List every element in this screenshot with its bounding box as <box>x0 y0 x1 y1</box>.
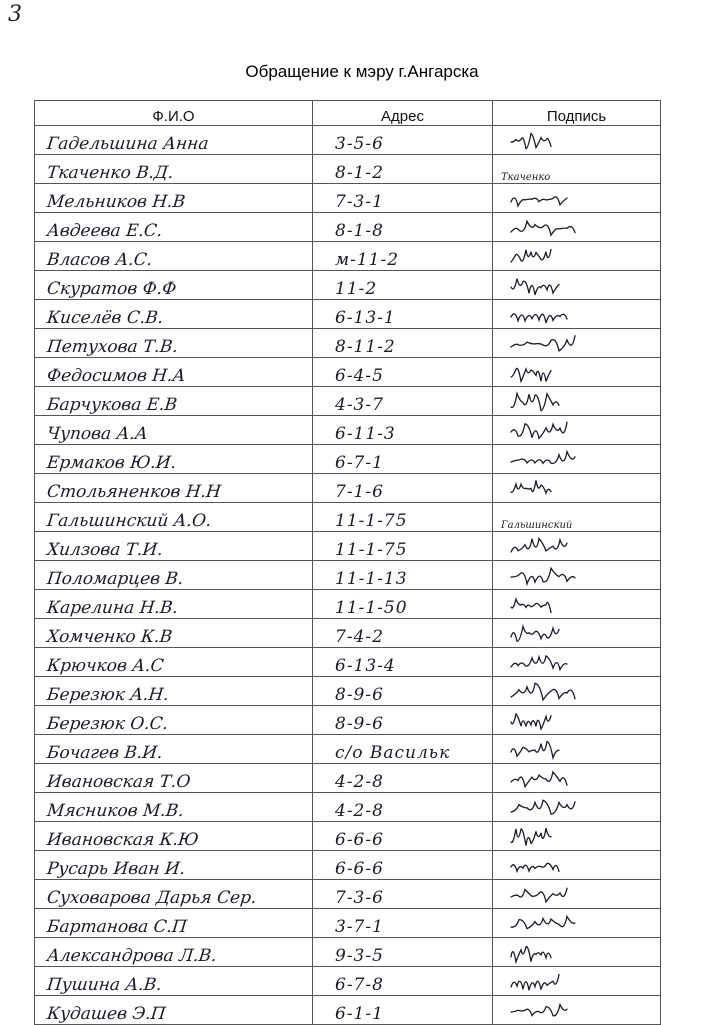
handwritten-address: 8-9-6 <box>335 714 384 734</box>
handwritten-address: 9-3-5 <box>335 946 384 966</box>
handwritten-name: Гальшинский А.О. <box>45 511 213 531</box>
handwritten-address: 6-13-1 <box>335 308 396 328</box>
signature-cell <box>493 445 661 474</box>
table-row <box>35 822 661 851</box>
table-row <box>35 909 661 938</box>
handwritten-name: Березюк А.Н. <box>45 685 170 705</box>
signature-scribble <box>507 186 627 212</box>
signature-scribble <box>507 940 627 966</box>
handwritten-name: Ткаченко В.Д. <box>45 163 175 183</box>
signature-cell <box>493 590 661 619</box>
name-cell <box>35 822 313 851</box>
handwritten-name: Ивановская Т.О <box>45 772 192 792</box>
signature-scribble <box>507 215 627 241</box>
handwritten-address: 6-7-1 <box>335 453 384 473</box>
signature-scribble <box>507 360 627 386</box>
table-row <box>35 416 661 445</box>
name-cell <box>35 735 313 764</box>
address-cell <box>313 184 493 213</box>
address-cell <box>313 648 493 677</box>
signature-cell <box>493 416 661 445</box>
address-cell <box>313 706 493 735</box>
handwritten-address: 8-9-6 <box>335 685 384 705</box>
address-cell <box>313 126 493 155</box>
signature-cell <box>493 387 661 416</box>
table-row <box>35 445 661 474</box>
name-cell <box>35 155 313 184</box>
signature-cell <box>493 155 661 184</box>
signature-scribble <box>507 795 627 821</box>
signature-text: Ткаченко <box>501 172 551 183</box>
handwritten-address: 7-4-2 <box>335 627 384 647</box>
table-row <box>35 213 661 242</box>
handwritten-name: Александрова Л.В. <box>45 946 218 966</box>
document-title: Обращение к мэру г.Ангарска <box>245 62 479 81</box>
handwritten-name: Федосимов Н.А <box>45 366 187 386</box>
address-cell <box>313 445 493 474</box>
address-cell <box>313 387 493 416</box>
signature-scribble <box>507 128 627 154</box>
handwritten-name: Мельников Н.В <box>45 192 187 212</box>
handwritten-address: 6-13-4 <box>335 656 396 676</box>
table-row <box>35 155 661 184</box>
signature-scribble <box>507 853 627 879</box>
handwritten-address: 11-1-50 <box>335 598 408 618</box>
signature-text: Гальшинский <box>501 520 573 531</box>
handwritten-name: Скуратов Ф.Ф <box>45 279 178 299</box>
signature-scribble <box>507 418 627 444</box>
handwritten-name: Авдеева Е.С. <box>45 221 164 241</box>
address-cell <box>313 967 493 996</box>
signature-cell <box>493 271 661 300</box>
table-row <box>35 851 661 880</box>
table-row <box>35 677 661 706</box>
signature-scribble <box>507 621 627 647</box>
name-cell <box>35 532 313 561</box>
signature-scribble <box>507 969 627 995</box>
table-body <box>35 126 661 1025</box>
address-cell <box>313 416 493 445</box>
handwritten-name: Власов А.С. <box>45 250 154 270</box>
signature-cell <box>493 764 661 793</box>
handwritten-name: Поломарцев В. <box>45 569 185 589</box>
address-cell <box>313 474 493 503</box>
address-cell <box>313 793 493 822</box>
handwritten-address: 6-6-6 <box>335 830 384 850</box>
handwritten-name: Мясников М.В. <box>45 801 185 821</box>
signature-cell <box>493 880 661 909</box>
signature-cell <box>493 967 661 996</box>
address-cell <box>313 619 493 648</box>
table-row <box>35 358 661 387</box>
name-cell <box>35 387 313 416</box>
handwritten-name: Барчукова Е.В <box>45 395 179 415</box>
signature-scribble <box>507 882 627 908</box>
table-row <box>35 387 661 416</box>
signature-cell <box>493 358 661 387</box>
signature-scribble <box>507 331 627 357</box>
table-row <box>35 532 661 561</box>
handwritten-name: Бочагев В.И. <box>45 743 164 763</box>
handwritten-name: Хилзова Т.И. <box>45 540 164 560</box>
signature-cell <box>493 503 661 532</box>
address-cell <box>313 532 493 561</box>
signature-cell <box>493 735 661 764</box>
handwritten-name: Ивановская К.Ю <box>45 830 200 850</box>
table-row <box>35 126 661 155</box>
handwritten-address: 11-1-13 <box>335 569 408 589</box>
address-cell <box>313 213 493 242</box>
table-row <box>35 938 661 967</box>
name-cell <box>35 619 313 648</box>
table-row <box>35 184 661 213</box>
signature-cell <box>493 851 661 880</box>
signature-scribble <box>507 708 627 734</box>
address-cell <box>313 242 493 271</box>
handwritten-address: 8-1-2 <box>335 163 384 183</box>
handwritten-address: 4-3-7 <box>335 395 384 415</box>
table-row <box>35 503 661 532</box>
handwritten-address: 11-1-75 <box>335 511 408 531</box>
handwritten-address: с/о Васильк <box>335 743 451 763</box>
table-header-row <box>35 101 661 126</box>
signature-table <box>34 100 661 1025</box>
signature-scribble <box>507 447 627 473</box>
address-cell <box>313 880 493 909</box>
handwritten-address: 6-6-6 <box>335 859 384 879</box>
signature-cell <box>493 532 661 561</box>
signature-cell <box>493 329 661 358</box>
handwritten-address: 4-2-8 <box>335 772 384 792</box>
signature-scribble <box>507 273 627 299</box>
table-row <box>35 880 661 909</box>
address-cell <box>313 996 493 1025</box>
address-cell <box>313 590 493 619</box>
column-header-address: Адрес <box>313 101 493 126</box>
address-cell <box>313 909 493 938</box>
column-header-name: Ф.И.О <box>35 101 313 126</box>
handwritten-address: 4-2-8 <box>335 801 384 821</box>
handwritten-name: Суховарова Дарья Сер. <box>45 888 258 908</box>
handwritten-name: Карелина Н.В. <box>45 598 179 618</box>
signature-cell <box>493 126 661 155</box>
handwritten-name: Бартанова С.П <box>45 917 188 937</box>
name-cell <box>35 184 313 213</box>
signature-cell <box>493 822 661 851</box>
address-cell <box>313 503 493 532</box>
name-cell <box>35 358 313 387</box>
signature-scribble <box>507 534 627 560</box>
handwritten-address: 7-3-6 <box>335 888 384 908</box>
name-cell <box>35 996 313 1025</box>
signature-scribble <box>507 679 627 705</box>
address-cell <box>313 851 493 880</box>
name-cell <box>35 909 313 938</box>
signature-scribble <box>507 911 627 937</box>
signature-cell <box>493 677 661 706</box>
table-row <box>35 648 661 677</box>
signature-cell <box>493 213 661 242</box>
handwritten-name: Стольяненков Н.Н <box>45 482 222 502</box>
table-row <box>35 706 661 735</box>
handwritten-name: Пушина А.В. <box>45 975 163 995</box>
name-cell <box>35 445 313 474</box>
name-cell <box>35 677 313 706</box>
table-row <box>35 242 661 271</box>
signature-scribble <box>507 650 627 676</box>
signature-cell <box>493 996 661 1025</box>
handwritten-name: Гадельшина Анна <box>45 134 210 154</box>
address-cell <box>313 764 493 793</box>
table-row <box>35 967 661 996</box>
handwritten-address: 6-7-8 <box>335 975 384 995</box>
name-cell <box>35 503 313 532</box>
signature-scribble <box>507 389 627 415</box>
name-cell <box>35 561 313 590</box>
signature-cell <box>493 648 661 677</box>
signature-cell <box>493 938 661 967</box>
address-cell <box>313 822 493 851</box>
signature-scribble <box>507 592 627 618</box>
name-cell <box>35 590 313 619</box>
handwritten-address: м-11-2 <box>335 250 400 270</box>
handwritten-name: Петухова Т.В. <box>45 337 179 357</box>
table-row <box>35 300 661 329</box>
handwritten-name: Русарь Иван И. <box>45 859 187 879</box>
name-cell <box>35 706 313 735</box>
name-cell <box>35 416 313 445</box>
name-cell <box>35 329 313 358</box>
address-cell <box>313 358 493 387</box>
address-cell <box>313 561 493 590</box>
signature-cell <box>493 909 661 938</box>
handwritten-address: 6-1-1 <box>335 1004 384 1024</box>
name-cell <box>35 271 313 300</box>
table-row <box>35 619 661 648</box>
address-cell <box>313 938 493 967</box>
handwritten-address: 3-5-6 <box>335 134 384 154</box>
name-cell <box>35 300 313 329</box>
handwritten-name: Кудашев Э.П <box>45 1004 167 1024</box>
handwritten-address: 8-1-8 <box>335 221 384 241</box>
name-cell <box>35 793 313 822</box>
name-cell <box>35 126 313 155</box>
table-row <box>35 474 661 503</box>
handwritten-name: Хомченко К.В <box>45 627 174 647</box>
signature-scribble <box>507 476 627 502</box>
handwritten-address: 7-1-6 <box>335 482 384 502</box>
signature-scribble <box>507 998 627 1024</box>
handwritten-address: 11-2 <box>335 279 378 299</box>
handwritten-name: Киселёв С.В. <box>45 308 165 328</box>
table-row <box>35 329 661 358</box>
page-number-mark: 3 <box>8 2 22 27</box>
handwritten-name: Крючков А.С <box>45 656 165 676</box>
signature-scribble <box>507 766 627 792</box>
table-row <box>35 764 661 793</box>
signature-cell <box>493 474 661 503</box>
table-row <box>35 561 661 590</box>
address-cell <box>313 735 493 764</box>
handwritten-name: Березюк О.С. <box>45 714 170 734</box>
handwritten-address: 11-1-75 <box>335 540 408 560</box>
address-cell <box>313 300 493 329</box>
signature-scribble <box>507 737 627 763</box>
signature-cell <box>493 793 661 822</box>
address-cell <box>313 155 493 184</box>
handwritten-address: 8-11-2 <box>335 337 396 357</box>
name-cell <box>35 242 313 271</box>
handwritten-name: Чупова А.А <box>45 424 149 444</box>
table-row <box>35 735 661 764</box>
table-row <box>35 793 661 822</box>
name-cell <box>35 213 313 242</box>
signature-cell <box>493 706 661 735</box>
handwritten-address: 7-3-1 <box>335 192 384 212</box>
table-row <box>35 271 661 300</box>
signature-cell <box>493 619 661 648</box>
handwritten-address: 6-4-5 <box>335 366 384 386</box>
name-cell <box>35 764 313 793</box>
column-header-signature: Подпись <box>493 101 661 126</box>
handwritten-address: 6-11-3 <box>335 424 396 444</box>
name-cell <box>35 474 313 503</box>
name-cell <box>35 851 313 880</box>
name-cell <box>35 967 313 996</box>
table-row <box>35 996 661 1025</box>
signature-cell <box>493 300 661 329</box>
signature-scribble <box>507 824 627 850</box>
name-cell <box>35 938 313 967</box>
signature-cell <box>493 561 661 590</box>
table-row <box>35 590 661 619</box>
name-cell <box>35 648 313 677</box>
address-cell <box>313 677 493 706</box>
signature-scribble <box>507 302 627 328</box>
signature-cell <box>493 242 661 271</box>
handwritten-address: 3-7-1 <box>335 917 384 937</box>
signature-scribble <box>507 563 627 589</box>
name-cell <box>35 880 313 909</box>
address-cell <box>313 329 493 358</box>
address-cell <box>313 271 493 300</box>
signature-scribble <box>507 244 627 270</box>
handwritten-name: Ермаков Ю.И. <box>45 453 178 473</box>
signature-cell <box>493 184 661 213</box>
